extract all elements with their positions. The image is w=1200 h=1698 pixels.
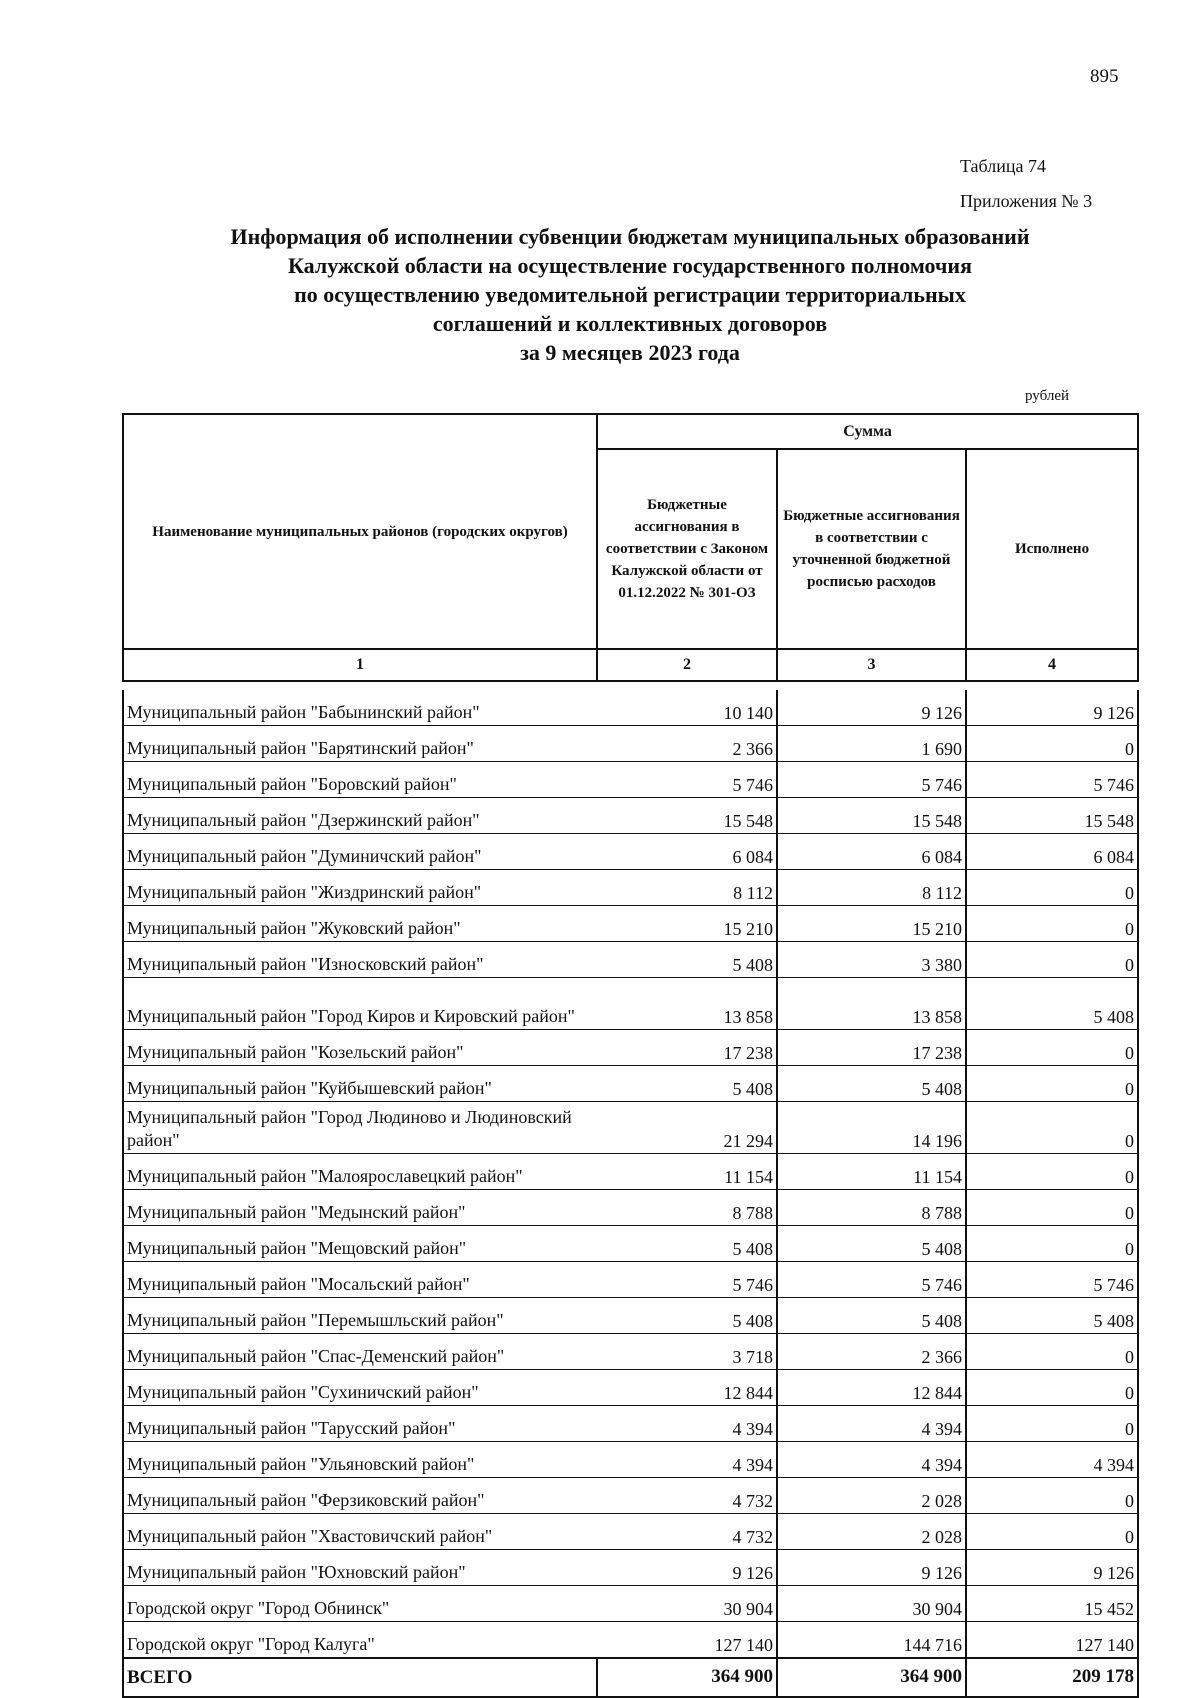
municipality-name: Городской округ "Город Обнинск" <box>123 1586 597 1622</box>
cell-executed: 0 <box>966 942 1138 978</box>
cell-original-allocation: 3 718 <box>597 1334 777 1370</box>
municipality-name: Муниципальный район "Мещовский район" <box>123 1226 597 1262</box>
cell-revised-allocation: 5 408 <box>777 1226 966 1262</box>
table-row <box>123 1226 1138 1262</box>
table-row <box>123 762 1138 798</box>
cell-revised-allocation: 30 904 <box>777 1586 966 1622</box>
cell-revised-allocation: 5 408 <box>777 1066 966 1102</box>
cell-executed: 0 <box>966 1154 1138 1190</box>
cell-revised-allocation: 11 154 <box>777 1154 966 1190</box>
table-row <box>123 942 1138 978</box>
cell-revised-allocation: 6 084 <box>777 834 966 870</box>
title-line: соглашений и коллективных договоров <box>432 311 828 336</box>
cell-executed: 5 408 <box>966 1298 1138 1334</box>
cell-original-allocation: 5 408 <box>597 1226 777 1262</box>
cell-original-allocation: 5 408 <box>597 1066 777 1102</box>
column-number: 4 <box>966 649 1138 681</box>
municipality-name: Муниципальный район "Город Киров и Кировский район" <box>123 978 597 1030</box>
cell-original-allocation: 21 294 <box>597 1102 777 1154</box>
table-label: Таблица 74 <box>960 156 1046 176</box>
municipality-name: Муниципальный район "Дзержинский район" <box>123 798 597 834</box>
title-line: по осуществлению уведомительной регистрации территориальных <box>294 282 966 307</box>
cell-original-allocation: 5 746 <box>597 1262 777 1298</box>
table-row <box>123 870 1138 906</box>
table-row <box>123 1514 1138 1550</box>
cell-revised-allocation: 2 366 <box>777 1334 966 1370</box>
cell-revised-allocation: 8 112 <box>777 870 966 906</box>
cell-executed: 0 <box>966 1102 1138 1154</box>
cell-original-allocation: 9 126 <box>597 1550 777 1586</box>
cell-original-allocation: 11 154 <box>597 1154 777 1190</box>
municipality-name: Муниципальный район "Козельский район" <box>123 1030 597 1066</box>
cell-revised-allocation: 3 380 <box>777 942 966 978</box>
table-row <box>123 1442 1138 1478</box>
cell-original-allocation: 8 788 <box>597 1190 777 1226</box>
header-col3: Бюджетные ассигнования в соответствии с уточненной бюджетной росписью расходов <box>777 449 966 649</box>
total-label: ВСЕГО <box>123 1658 597 1697</box>
cell-revised-allocation: 8 788 <box>777 1190 966 1226</box>
cell-executed: 9 126 <box>966 1550 1138 1586</box>
header-name-column: Наименование муниципальных районов (городских округов) <box>123 414 597 649</box>
municipality-name: Муниципальный район "Жиздринский район" <box>123 870 597 906</box>
cell-original-allocation: 127 140 <box>597 1622 777 1659</box>
title-line: за 9 месяцев 2023 года <box>520 340 740 365</box>
cell-executed: 9 126 <box>966 690 1138 726</box>
table-row <box>123 1066 1138 1102</box>
table-row <box>123 1478 1138 1514</box>
table-row <box>123 1334 1138 1370</box>
cell-revised-allocation: 13 858 <box>777 978 966 1030</box>
document-title <box>120 222 1140 367</box>
cell-original-allocation: 5 746 <box>597 762 777 798</box>
title-line: Калужской области на осуществление государственного полномочия <box>288 253 972 278</box>
municipality-name: Городской округ "Город Калуга" <box>123 1622 597 1659</box>
cell-original-allocation: 2 366 <box>597 726 777 762</box>
municipality-name: Муниципальный район "Хвастовичский район" <box>123 1514 597 1550</box>
table-row <box>123 1262 1138 1298</box>
cell-executed: 15 452 <box>966 1586 1138 1622</box>
table-row <box>123 1298 1138 1334</box>
cell-revised-allocation: 2 028 <box>777 1478 966 1514</box>
municipality-name: Муниципальный район "Малоярославецкий район" <box>123 1154 597 1190</box>
table-row <box>123 1370 1138 1406</box>
municipality-name: Муниципальный район "Ульяновский район" <box>123 1442 597 1478</box>
municipality-name: Муниципальный район "Бабынинский район" <box>123 690 597 726</box>
cell-executed: 0 <box>966 1478 1138 1514</box>
cell-executed: 5 746 <box>966 1262 1138 1298</box>
municipality-name: Муниципальный район "Куйбышевский район" <box>123 1066 597 1102</box>
total-executed: 209 178 <box>966 1658 1138 1697</box>
cell-original-allocation: 4 394 <box>597 1442 777 1478</box>
cell-original-allocation: 5 408 <box>597 1298 777 1334</box>
cell-executed: 0 <box>966 1334 1138 1370</box>
table-row <box>123 1550 1138 1586</box>
cell-revised-allocation: 2 028 <box>777 1514 966 1550</box>
cell-revised-allocation: 17 238 <box>777 1030 966 1066</box>
cell-executed: 127 140 <box>966 1622 1138 1659</box>
cell-revised-allocation: 15 210 <box>777 906 966 942</box>
cell-original-allocation: 8 112 <box>597 870 777 906</box>
table-row <box>123 726 1138 762</box>
cell-executed: 0 <box>966 1066 1138 1102</box>
cell-executed: 0 <box>966 906 1138 942</box>
cell-executed: 6 084 <box>966 834 1138 870</box>
cell-original-allocation: 12 844 <box>597 1370 777 1406</box>
municipality-name: Муниципальный район "Сухиничский район" <box>123 1370 597 1406</box>
cell-original-allocation: 4 394 <box>597 1406 777 1442</box>
cell-executed: 0 <box>966 1370 1138 1406</box>
municipality-name: Муниципальный район "Медынский район" <box>123 1190 597 1226</box>
cell-original-allocation: 13 858 <box>597 978 777 1030</box>
cell-executed: 5 408 <box>966 978 1138 1030</box>
cell-revised-allocation: 5 746 <box>777 1262 966 1298</box>
cell-original-allocation: 30 904 <box>597 1586 777 1622</box>
unit-label: рублей <box>1025 388 1070 404</box>
cell-executed: 0 <box>966 1406 1138 1442</box>
municipality-name: Муниципальный район "Мосальский район" <box>123 1262 597 1298</box>
cell-original-allocation: 6 084 <box>597 834 777 870</box>
title-line: Информация об исполнении субвенции бюджетам муниципальных образований <box>230 224 1030 249</box>
municipality-name: Муниципальный район "Юхновский район" <box>123 1550 597 1586</box>
municipality-name: Муниципальный район "Думиничский район" <box>123 834 597 870</box>
cell-original-allocation: 5 408 <box>597 942 777 978</box>
column-number: 2 <box>597 649 777 681</box>
cell-executed: 0 <box>966 1514 1138 1550</box>
budget-table <box>122 413 1139 1698</box>
cell-revised-allocation: 5 746 <box>777 762 966 798</box>
table-row <box>123 978 1138 1030</box>
municipality-name: Муниципальный район "Ферзиковский район" <box>123 1478 597 1514</box>
cell-executed: 0 <box>966 1030 1138 1066</box>
header-sum: Сумма <box>597 414 1138 449</box>
table-row <box>123 1586 1138 1622</box>
table-row <box>123 798 1138 834</box>
table-row <box>123 834 1138 870</box>
column-number: 3 <box>777 649 966 681</box>
municipality-name: Муниципальный район "Город Людиново и Людиновский район" <box>123 1102 597 1154</box>
cell-original-allocation: 10 140 <box>597 690 777 726</box>
header-col4: Исполнено <box>966 449 1138 649</box>
municipality-name: Муниципальный район "Боровский район" <box>123 762 597 798</box>
cell-executed: 0 <box>966 1226 1138 1262</box>
table-row <box>123 1622 1138 1659</box>
municipality-name: Муниципальный район "Спас-Деменский район" <box>123 1334 597 1370</box>
table-row <box>123 1102 1138 1154</box>
cell-executed: 0 <box>966 870 1138 906</box>
table-row <box>123 690 1138 726</box>
cell-executed: 5 746 <box>966 762 1138 798</box>
table-row <box>123 1190 1138 1226</box>
cell-executed: 4 394 <box>966 1442 1138 1478</box>
cell-executed: 0 <box>966 1190 1138 1226</box>
table-row <box>123 1154 1138 1190</box>
table-row <box>123 1406 1138 1442</box>
appendix-label: Приложения № 3 <box>960 191 1093 211</box>
municipality-name: Муниципальный район "Тарусский район" <box>123 1406 597 1442</box>
cell-revised-allocation: 1 690 <box>777 726 966 762</box>
cell-executed: 15 548 <box>966 798 1138 834</box>
municipality-name: Муниципальный район "Барятинский район" <box>123 726 597 762</box>
municipality-name: Муниципальный район "Перемышльский район" <box>123 1298 597 1334</box>
column-number: 1 <box>123 649 597 681</box>
cell-executed: 0 <box>966 726 1138 762</box>
table-row <box>123 906 1138 942</box>
cell-revised-allocation: 5 408 <box>777 1298 966 1334</box>
cell-original-allocation: 4 732 <box>597 1478 777 1514</box>
cell-revised-allocation: 9 126 <box>777 690 966 726</box>
cell-revised-allocation: 15 548 <box>777 798 966 834</box>
total-row <box>123 1658 1138 1697</box>
cell-revised-allocation: 9 126 <box>777 1550 966 1586</box>
cell-revised-allocation: 12 844 <box>777 1370 966 1406</box>
page-number: 895 <box>1090 66 1119 87</box>
cell-revised-allocation: 4 394 <box>777 1406 966 1442</box>
cell-original-allocation: 17 238 <box>597 1030 777 1066</box>
header-col2: Бюджетные ассигнования в соответствии с Законом Калужской области от 01.12.2022 № 301-ОЗ <box>597 449 777 649</box>
table-row <box>123 1030 1138 1066</box>
cell-original-allocation: 15 210 <box>597 906 777 942</box>
municipality-name: Муниципальный район "Износковский район" <box>123 942 597 978</box>
total-original-allocation: 364 900 <box>597 1658 777 1697</box>
cell-original-allocation: 15 548 <box>597 798 777 834</box>
total-revised-allocation: 364 900 <box>777 1658 966 1697</box>
cell-revised-allocation: 4 394 <box>777 1442 966 1478</box>
cell-original-allocation: 4 732 <box>597 1514 777 1550</box>
municipality-name: Муниципальный район "Жуковский район" <box>123 906 597 942</box>
cell-revised-allocation: 14 196 <box>777 1102 966 1154</box>
cell-revised-allocation: 144 716 <box>777 1622 966 1659</box>
